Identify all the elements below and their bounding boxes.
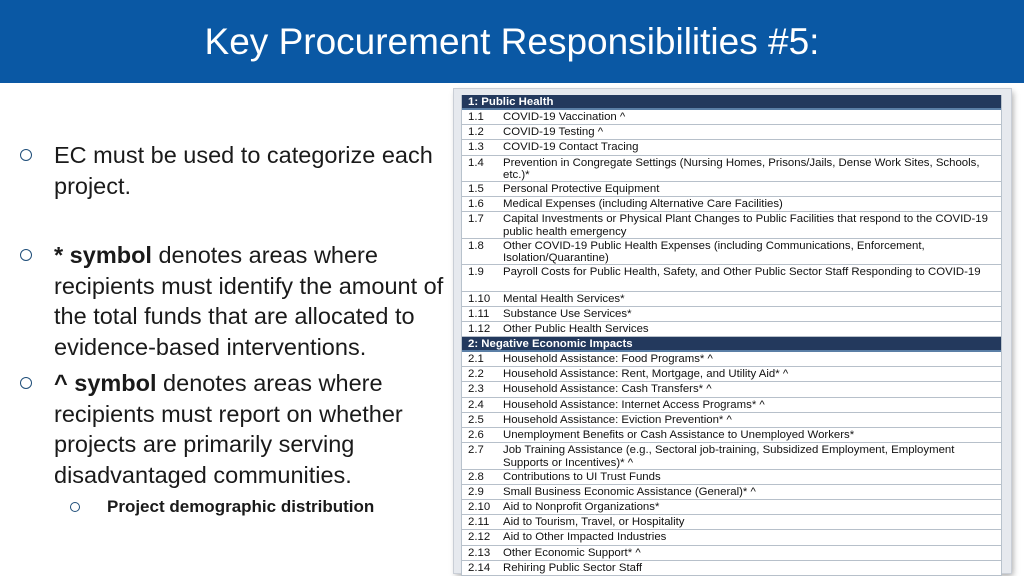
- table-row: [462, 398, 1001, 413]
- row-code: 1.1: [468, 111, 484, 123]
- bullet-circle-icon: [20, 249, 32, 261]
- bullet-list: [0, 0, 455, 576]
- row-code: 1.5: [468, 182, 484, 195]
- table-section-header: [462, 337, 1001, 352]
- table-row: [462, 140, 1001, 155]
- row-code: 1.2: [468, 126, 484, 139]
- row-description: Other COVID-19 Public Health Expenses (including Communications, Enforcement, Isolation/Quarantine): [503, 239, 925, 265]
- table-row: [462, 307, 1001, 322]
- bullet-circle-icon: [20, 149, 32, 161]
- row-code: 1.11: [468, 307, 490, 320]
- row-code: 2.13: [468, 546, 491, 559]
- row-code: 2.10: [468, 500, 491, 513]
- table-row: [462, 413, 1001, 428]
- row-description: Household Assistance: Rent, Mortgage, and Utility Aid* ^: [503, 368, 789, 381]
- table-row: [462, 239, 1001, 265]
- row-code: 2.9: [468, 485, 484, 498]
- table-row: [462, 197, 1001, 212]
- row-code: 2.2: [468, 368, 484, 381]
- bullet-circle-icon: [20, 377, 32, 389]
- row-description: COVID-19 Contact Tracing: [503, 141, 639, 154]
- table-row: [462, 322, 1001, 337]
- row-description: Unemployment Benefits or Cash Assistance to Unemployed Workers*: [503, 429, 855, 441]
- row-code: 1.8: [468, 239, 484, 252]
- table-row: [462, 110, 1001, 125]
- row-description: Medical Expenses (including Alternative Care Facilities): [503, 198, 783, 211]
- row-description: Household Assistance: Eviction Prevention* ^: [503, 413, 732, 426]
- table-row: [462, 546, 1001, 561]
- row-description: Capital Investments or Physical Plant Changes to Public Facilities that respond to the COVID-19 public health emergency: [503, 213, 988, 238]
- table-row: [462, 382, 1001, 397]
- row-code: 2.3: [468, 383, 484, 396]
- table-row: [462, 500, 1001, 515]
- row-description: Rehiring Public Sector Staff: [503, 561, 643, 574]
- star-symbol-label: * symbol: [54, 242, 152, 268]
- row-code: 2.6: [468, 429, 484, 441]
- row-code: 1.6: [468, 198, 484, 211]
- row-description: COVID-19 Testing ^: [503, 126, 604, 139]
- table-row: [462, 561, 1001, 576]
- row-code: 1.7: [468, 213, 484, 226]
- row-code: 2.1: [468, 353, 484, 366]
- row-code: 2.12: [468, 531, 491, 544]
- row-description: Household Assistance: Internet Access Programs* ^: [503, 398, 765, 411]
- section-title: 1: Public Health: [468, 96, 554, 108]
- row-description: Substance Use Services*: [503, 307, 632, 320]
- row-description: Mental Health Services*: [503, 292, 625, 305]
- row-code: 2.11: [468, 516, 490, 529]
- table-row: [462, 182, 1001, 197]
- row-description: Other Economic Support* ^: [503, 546, 641, 559]
- row-description: Small Business Economic Assistance (General)* ^: [503, 485, 756, 498]
- row-description: Aid to Nonprofit Organizations*: [503, 500, 660, 513]
- row-description: Aid to Tourism, Travel, or Hospitality: [503, 516, 685, 529]
- row-code: 1.3: [468, 141, 484, 154]
- table-row: [462, 515, 1001, 530]
- row-code: 2.5: [468, 413, 484, 426]
- table-row: [462, 265, 1001, 291]
- table-row: [462, 443, 1001, 469]
- row-description: Household Assistance: Food Programs* ^: [503, 353, 713, 366]
- table-row: [462, 470, 1001, 485]
- row-description: Other Public Health Services: [503, 322, 649, 335]
- table-row: [462, 367, 1001, 382]
- section-title: 2: Negative Economic Impacts: [468, 338, 633, 351]
- table-row: [462, 212, 1001, 238]
- table-row: [462, 352, 1001, 367]
- row-code: 1.9: [468, 266, 484, 279]
- table-row: [462, 428, 1001, 443]
- table-row: [462, 485, 1001, 500]
- row-code: 1.12: [468, 322, 491, 335]
- bullet-star-symbol: * symbol denotes areas where recipients must identify the amount of the total funds that are allocated to evidence-based interventions.: [54, 242, 444, 360]
- table-row: [462, 156, 1001, 182]
- sub-bullet-circle-icon: [70, 502, 80, 512]
- caret-symbol-label: ^ symbol: [54, 370, 157, 396]
- slide-title: Key Procurement Responsibilities #5:: [204, 21, 820, 62]
- row-code: 1.4: [468, 156, 484, 169]
- row-description: Household Assistance: Cash Transfers* ^: [503, 383, 712, 396]
- bullet-caret-symbol: ^ symbol denotes areas where recipients must report on whether projects are primarily serving disadvantaged communities.: [54, 370, 403, 488]
- row-code: 1.10: [468, 292, 491, 305]
- row-description: Prevention in Congregate Settings (Nursing Homes, Prisons/Jails, Dense Work Sites, Schools, etc.)*: [503, 156, 980, 182]
- sub-bullet-demographic: Project demographic distribution: [107, 497, 375, 516]
- row-code: 2.14: [468, 561, 491, 574]
- bullet-ec-categorize: EC must be used to categorize each project.: [54, 142, 433, 199]
- row-code: 2.8: [468, 470, 484, 483]
- row-description: COVID-19 Vaccination ^: [503, 111, 626, 123]
- row-description: Aid to Other Impacted Industries: [503, 531, 667, 544]
- table-row: [462, 530, 1001, 545]
- row-code: 2.4: [468, 398, 484, 411]
- row-code: 2.7: [468, 444, 484, 457]
- expenditure-category-table: [461, 95, 1002, 576]
- row-description: Payroll Costs for Public Health, Safety, and Other Public Sector Staff Responding to COVID-19: [503, 266, 981, 279]
- row-description: Contributions to UI Trust Funds: [503, 470, 661, 483]
- table-row: [462, 125, 1001, 140]
- expenditure-category-table-image: [454, 89, 1011, 573]
- row-description: Job Training Assistance (e.g., Sectoral job-training, Subsidized Employment, Employment Supports or Incentives)* ^: [503, 444, 955, 469]
- table-row: [462, 292, 1001, 307]
- table-section-header: [462, 95, 1001, 110]
- row-description: Personal Protective Equipment: [503, 182, 660, 195]
